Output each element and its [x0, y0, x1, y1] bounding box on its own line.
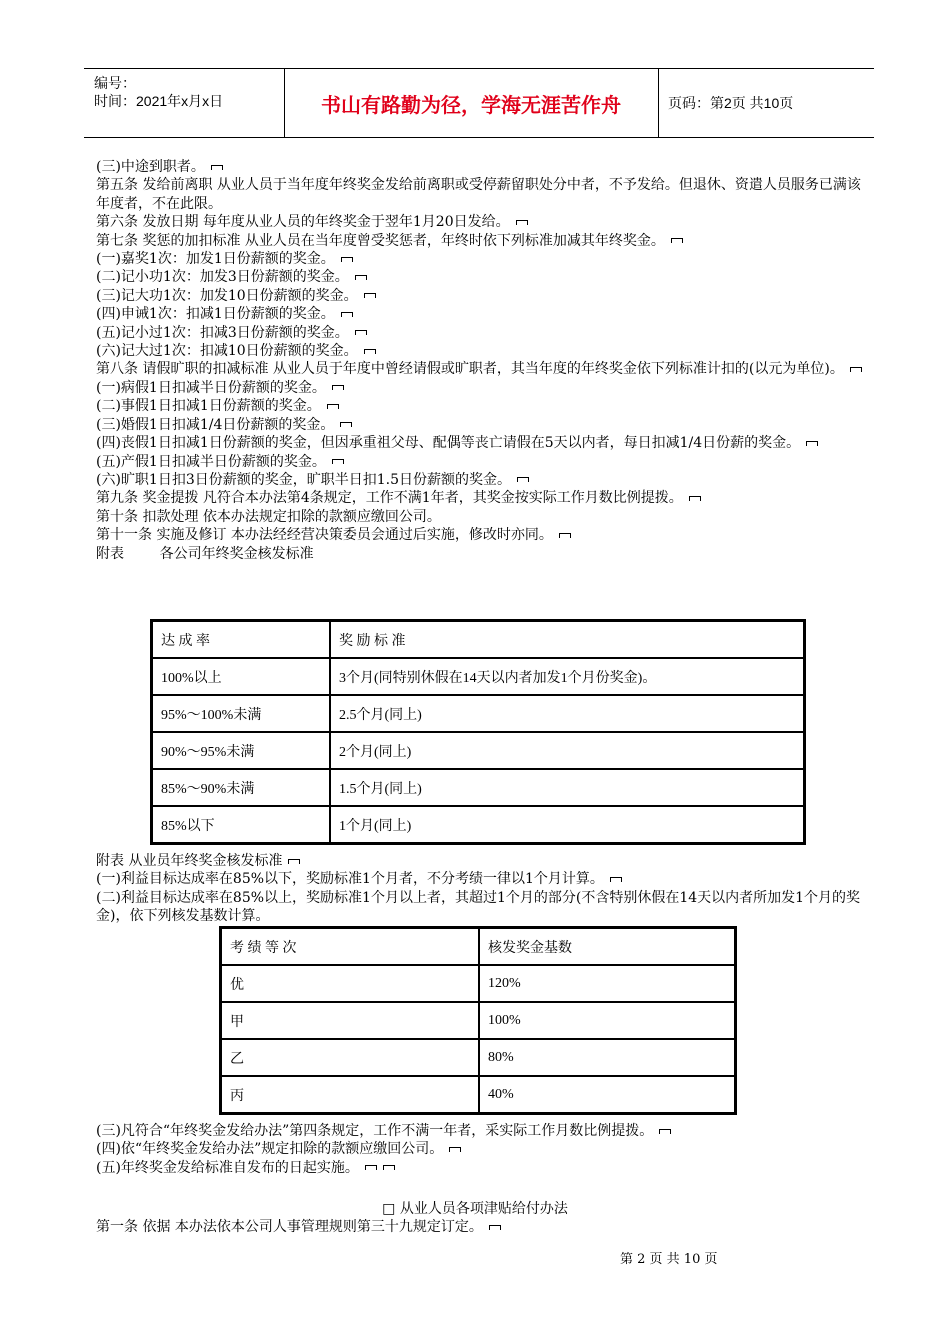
table1-caption: 附表 各公司年终奖金核发标准 — [96, 545, 314, 562]
table-row — [221, 1076, 735, 1113]
table-cell: 1.5个月(同上) — [330, 769, 804, 806]
text-line: (一)利益目标达成率在85%以下，奖励标准1个月者，不分考绩一律以1个月计算。 — [96, 870, 866, 888]
text-line: 第九条 奖金提拨 凡符合本办法第4条规定，工作不满1年者，其奖金按实际工作月数比例提拨。 — [96, 489, 866, 507]
page-footer: 第 2 页 共 10 页 — [620, 1252, 718, 1267]
time-label: 时间：2021年x月x日 — [94, 93, 224, 109]
text-line: (四)依“年终奖金发给办法”规定扣除的款额应缴回公司。 — [96, 1140, 866, 1158]
table-cell: 40% — [479, 1076, 735, 1113]
document-body-3 — [96, 1122, 866, 1177]
text-line: 第五条 发给前离职 从业人员于当年度年终奖金发给前离职或受停薪留职处分中者，不予发给。但退休、资遣人员服务已满该年度者，不在此限。 — [96, 177, 861, 212]
table-header-row — [152, 621, 804, 658]
text-line: (三)凡符合“年终奖金发给办法”第四条规定，工作不满一年者，采实际工作月数比例提拨。 — [96, 1122, 866, 1140]
table-cell: 丙 — [221, 1076, 479, 1113]
text-line: 附表 从业员年终奖金核发标准 — [96, 852, 866, 870]
table-row — [152, 806, 804, 843]
table-cell: 2.5个月(同上) — [330, 695, 804, 732]
section-title: □ 从业人员各项津贴给付办法 — [382, 1201, 568, 1217]
document-body-4 — [96, 1218, 866, 1236]
table-row — [152, 695, 804, 732]
text-line: 第八条 请假旷职的扣减标准 从业人员于年度中曾经请假或旷职者，其当年度的年终奖金依下列标准计扣的(以元为单位)。 — [96, 360, 866, 378]
table-cell: 乙 — [221, 1039, 479, 1076]
table-cell: 90%～95%未满 — [152, 732, 330, 769]
text-line: (二)事假1日扣减1日份薪额的奖金。 — [96, 397, 866, 415]
text-line: (二)利益目标达成率在85%以上，奖励标准1个月以上者，其超过1个月的部分(不含特别休假在14天以内者所加发1个月的奖金)，依下列核发基数计算。 — [96, 889, 861, 925]
table-cell: 85%～90%未满 — [152, 769, 330, 806]
motto: 书山有路勤为径，学海无涯苦作舟 — [284, 69, 659, 137]
table-cell: 3个月(同特别休假在14天以内者加发1个月份奖金)。 — [330, 658, 804, 695]
table-header-row — [221, 928, 735, 965]
table-cell: 100% — [479, 1002, 735, 1039]
text-line: (三)婚假1日扣减1/4日份薪额的奖金。 — [96, 416, 866, 434]
table-cell: 95%～100%未满 — [152, 695, 330, 732]
text-line: 第七条 奖惩的加扣标准 从业人员在当年度曾受奖惩者，年终时依下列标准加减其年终奖金。 — [96, 232, 866, 250]
table-row — [152, 658, 804, 695]
table-header-cell: 达 成 率 — [152, 621, 330, 658]
table-header-cell: 奖 励 标 准 — [330, 621, 804, 658]
text-line: (四)申诫1次：扣减1日份薪额的奖金。 — [96, 305, 866, 323]
bonus-standard-table — [150, 619, 806, 845]
text-line: (二)记小功1次：加发3日份薪额的奖金。 — [96, 268, 866, 286]
text-line: (一)嘉奖1次：加发1日份薪额的奖金。 — [96, 250, 866, 268]
text-line: 第一条 依据 本办法依本公司人事管理规则第三十九规定订定。 — [96, 1218, 866, 1236]
table-row — [221, 1039, 735, 1076]
table-row — [221, 1002, 735, 1039]
page-number-label: 页码：第2页 共10页 — [668, 95, 794, 111]
table-cell: 2个月(同上) — [330, 732, 804, 769]
text-line: 第六条 发放日期 每年度从业人员的年终奖金于翌年1月20日发给。 — [96, 213, 866, 231]
table-header-cell: 核发奖金基数 — [479, 928, 735, 965]
text-line: (一)病假1日扣减半日份薪额的奖金。 — [96, 379, 866, 397]
performance-base-table — [219, 926, 737, 1115]
text-line: (四)丧假1日扣减1日份薪额的奖金，但因承重祖父母、配偶等丧亡请假在5天以内者，每日扣减1/4日份薪的奖金。 — [96, 434, 866, 452]
table-cell: 120% — [479, 965, 735, 1002]
document-body-2 — [96, 852, 866, 926]
table-cell: 甲 — [221, 1002, 479, 1039]
table-cell: 85%以下 — [152, 806, 330, 843]
table-header-cell: 考 绩 等 次 — [221, 928, 479, 965]
page-header — [84, 68, 874, 138]
text-line: 第十条 扣款处理 依本办法规定扣除的款额应缴回公司。 — [96, 508, 441, 525]
text-line: 第十一条 实施及修订 本办法经经营决策委员会通过后实施，修改时亦同。 — [96, 526, 866, 544]
text-line: (五)产假1日扣减半日份薪额的奖金。 — [96, 453, 866, 471]
table-row — [221, 965, 735, 1002]
table-cell: 80% — [479, 1039, 735, 1076]
table-row — [152, 732, 804, 769]
text-line: (五)年终奖金发给标准自发布的日起实施。 — [96, 1159, 866, 1177]
text-line: (三)记大功1次：加发10日份薪额的奖金。 — [96, 287, 866, 305]
table-cell: 100%以上 — [152, 658, 330, 695]
text-line: (五)记小过1次：扣减3日份薪额的奖金。 — [96, 324, 866, 342]
table-cell: 1个月(同上) — [330, 806, 804, 843]
header-meta — [84, 69, 285, 137]
table-cell: 优 — [221, 965, 479, 1002]
table-row — [152, 769, 804, 806]
code-label: 编号： — [94, 75, 136, 91]
document-body — [96, 158, 866, 563]
text-line: (三)中途到职者。 — [96, 158, 866, 176]
text-line: (六)记大过1次：扣减10日份薪额的奖金。 — [96, 342, 866, 360]
text-line: (六)旷职1日扣3日份薪额的奖金，旷职半日扣1.5日份薪额的奖金。 — [96, 471, 866, 489]
